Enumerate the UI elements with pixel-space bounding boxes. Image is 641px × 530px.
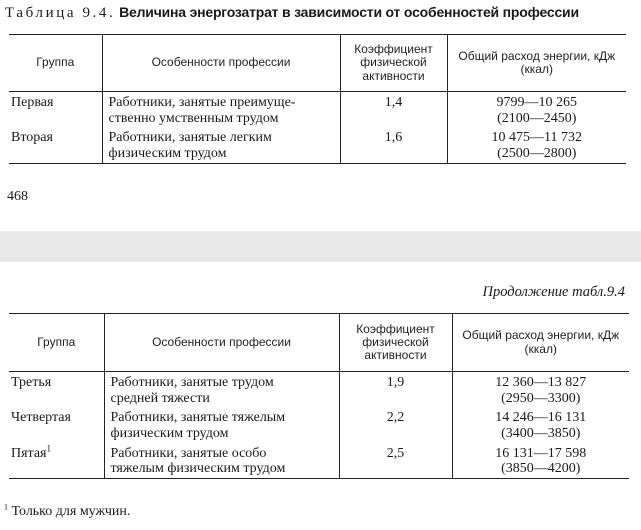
table-caption	[5, 4, 579, 22]
row-energy	[447, 92, 626, 128]
header-coefficient: Коэффициент физической активности	[340, 35, 447, 92]
header-group: Группа	[9, 314, 104, 372]
page-gap	[0, 231, 641, 262]
table-row	[9, 443, 629, 479]
header-coefficient: Коэффициент физической активности	[339, 314, 452, 372]
row-coefficient: 1,4	[340, 92, 447, 128]
description-line: Работники, занятые преимуще-	[108, 95, 296, 110]
row-description	[102, 127, 340, 163]
table-header-row	[9, 314, 629, 372]
energy-kcal: (3400—3850)	[501, 426, 581, 442]
row-description	[104, 372, 339, 408]
page-top	[0, 0, 641, 231]
row-description	[102, 92, 340, 128]
group-name: Пятая	[11, 445, 47, 461]
energy-kj: 14 246—16 131	[495, 410, 587, 426]
row-group	[9, 443, 104, 479]
continuation-label: Продолжение табл.9.4	[482, 284, 625, 300]
row-group: Вторая	[9, 127, 102, 163]
energy-kcal: (2100—2450)	[497, 110, 577, 126]
row-description	[104, 407, 339, 442]
caption-title: Величина энергозатрат в зависимости от особенностей профессии	[119, 4, 579, 20]
description-line: тяжелым физическим трудом	[110, 461, 286, 477]
table-row	[9, 127, 626, 163]
row-group	[9, 372, 104, 408]
description-line: физическим трудом	[108, 146, 227, 162]
footnote-text: Только для мужчин.	[11, 504, 131, 519]
group-name: Четвертая	[11, 410, 71, 426]
row-group: Первая	[11, 95, 54, 110]
group-name: Третья	[11, 375, 52, 390]
table-row	[9, 92, 626, 128]
row-description	[104, 443, 339, 479]
energy-kcal: (2950—3300)	[501, 390, 581, 406]
description-line: Работники, занятые трудом	[110, 375, 274, 390]
description-line: средней тяжести	[110, 390, 210, 406]
description-line: Работники, занятые тяжелым	[110, 410, 286, 426]
energy-kj: 12 360—13 827	[495, 375, 587, 390]
row-coefficient: 1,6	[340, 127, 447, 163]
description-line: Работники, занятые легким	[108, 130, 272, 146]
header-energy: Общий расход энергии, кДж (ккал)	[452, 314, 629, 372]
description-line: физическим трудом	[110, 426, 229, 442]
description-line: ственно умственным трудом	[108, 110, 279, 126]
row-group	[9, 407, 104, 442]
row-coefficient: 2,2	[339, 407, 452, 442]
row-coefficient: 1,9	[339, 372, 452, 408]
energy-kcal: (2500—2800)	[497, 146, 577, 162]
row-energy	[452, 443, 629, 479]
row-energy	[452, 372, 629, 408]
row-coefficient: 2,5	[339, 443, 452, 479]
footnote-marker: 1	[4, 502, 8, 512]
header-features: Особенности профессии	[102, 35, 340, 92]
table-header-row	[9, 35, 626, 92]
description-line: Работники, занятые особо	[110, 445, 267, 461]
energy-kj: 10 475—11 732	[491, 130, 582, 146]
energy-table-part1	[9, 34, 626, 164]
page-bottom	[0, 262, 641, 530]
footnote	[4, 504, 130, 520]
energy-kcal: (3850—4200)	[501, 461, 581, 477]
row-energy	[447, 127, 626, 163]
table-row	[9, 407, 629, 442]
header-features: Особенности профессии	[104, 314, 339, 372]
energy-kj: 9799—10 265	[496, 95, 577, 110]
header-group: Группа	[9, 35, 102, 92]
footnote-marker: 1	[46, 443, 51, 454]
table-row	[9, 372, 629, 408]
caption-label: Таблица 9.4.	[5, 5, 116, 21]
page-number: 468	[7, 189, 28, 204]
energy-kj: 16 131—17 598	[495, 445, 587, 461]
header-energy: Общий расход энергии, кДж (ккал)	[447, 35, 626, 92]
row-energy	[452, 407, 629, 442]
energy-table-part2	[9, 313, 629, 479]
